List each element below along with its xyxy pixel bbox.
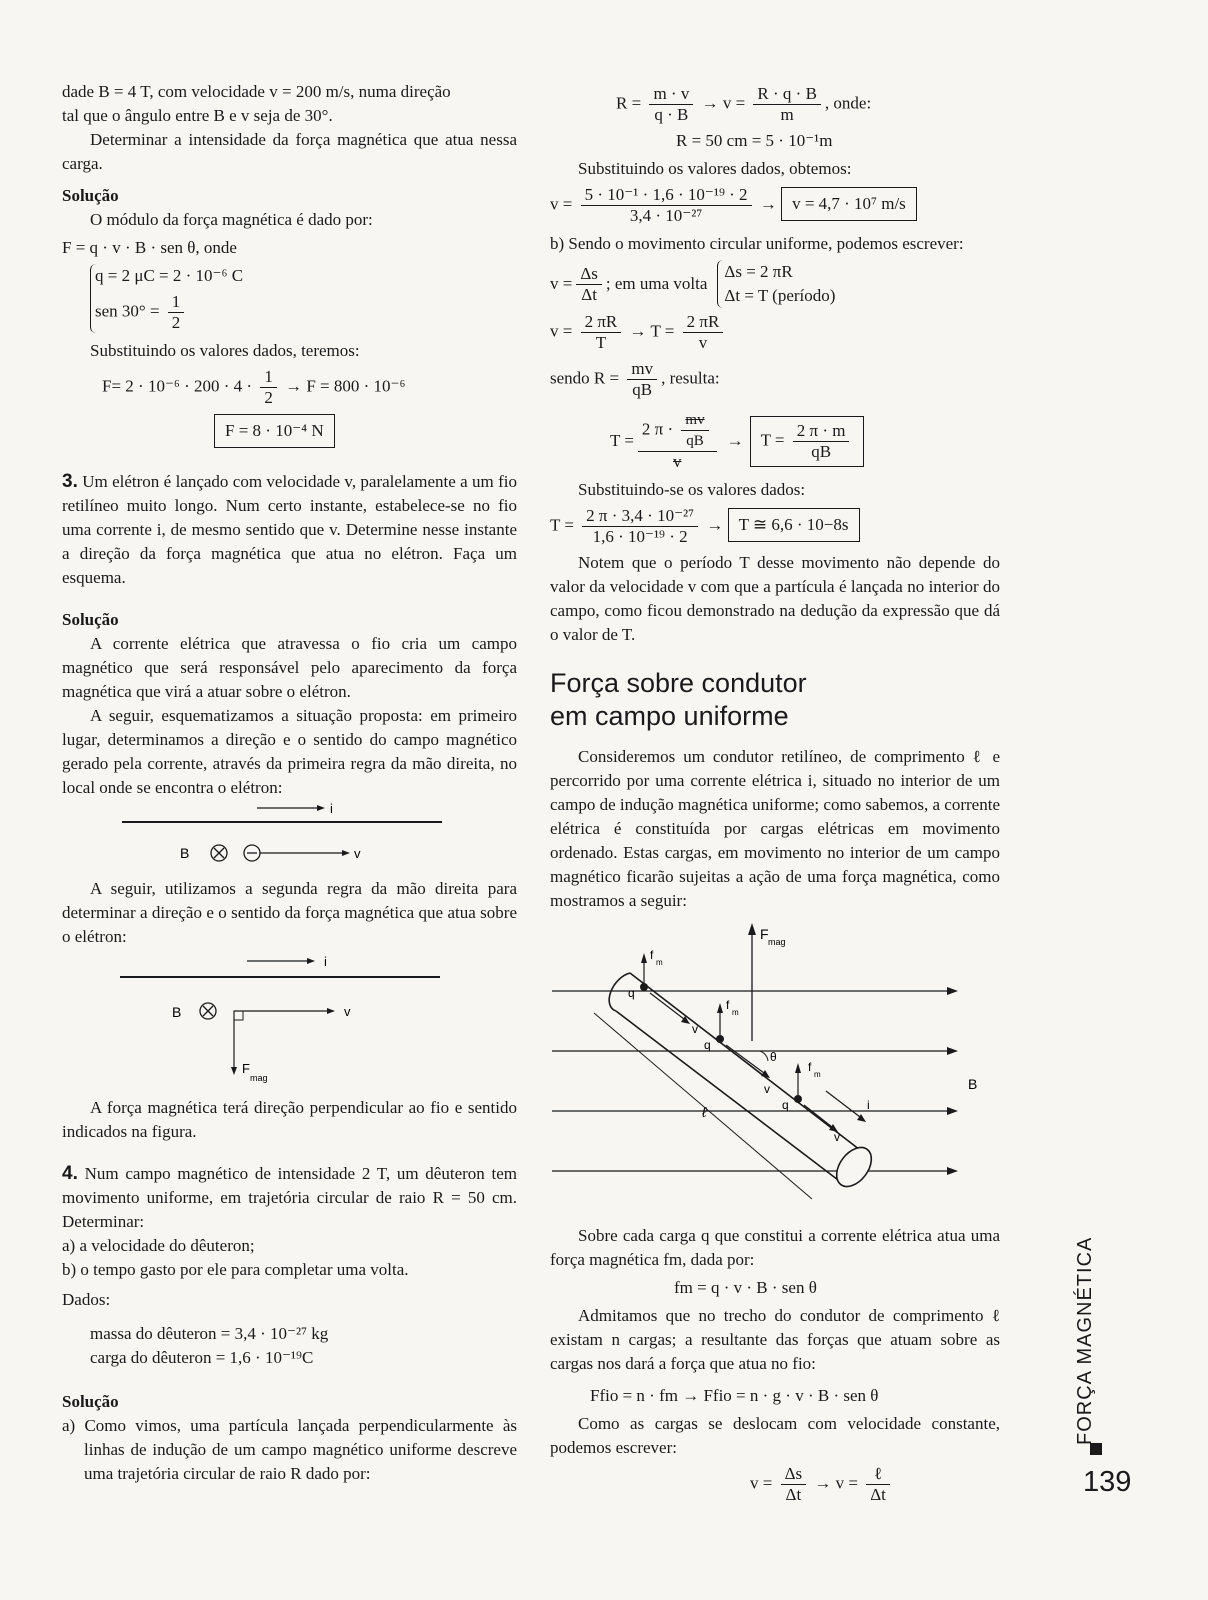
current-label: i — [324, 954, 327, 969]
velocity-label: v — [692, 1022, 698, 1036]
arrow: → — [706, 515, 724, 535]
angle-arc — [760, 1051, 768, 1061]
two-pi: 2 π · — [641, 419, 674, 439]
result-box-period-formula — [750, 416, 865, 467]
substitution-equation — [102, 367, 517, 408]
deuteron-mass: massa do dêuteron = 3,4 · 10⁻²⁷ kg — [90, 1324, 329, 1343]
current-arrow — [826, 1091, 860, 1117]
delta-t-value: Δt = T (período) — [724, 286, 836, 305]
current-label: i — [867, 1098, 870, 1112]
result-box-force: F = 8 · 10⁻⁴ N — [214, 414, 335, 448]
charge-force-label: f — [808, 1060, 812, 1074]
frac-den: Δt — [785, 1485, 802, 1504]
question-number: 4. — [62, 1163, 78, 1184]
arrow-v: → v = — [814, 1473, 858, 1493]
arrow-v: → v = — [701, 93, 746, 113]
frac-num: 2 π · 3,4 · 10⁻²⁷ — [582, 506, 698, 527]
velocity-equation — [550, 185, 1000, 226]
frac-num: 2 πR — [581, 312, 622, 333]
frac-den: Δt — [581, 284, 597, 304]
sendo-equation — [550, 359, 1000, 400]
frac-den: Δt — [870, 1485, 886, 1504]
intro-task: Determinar a intensidade da força magnética que atua nessa carga. — [62, 130, 517, 173]
velocity-label: v — [344, 1004, 351, 1019]
fraction-l-dt — [866, 1464, 890, 1505]
fraction-one-half-2 — [260, 367, 277, 408]
substitution-text-3: Substituindo-se os valores dados: — [578, 480, 806, 499]
arrow-T: → T = — [629, 321, 675, 341]
velocity-period-equation — [550, 312, 1000, 353]
frac-num: mv — [627, 359, 657, 380]
charge-value: q = 2 μC = 2 · 10⁻⁶ C — [95, 266, 244, 285]
solution-3-heading: Solução — [62, 610, 119, 629]
charge-force-equation: fm = q · v · B · sen θ — [674, 1278, 817, 1297]
force-subscript: mag — [250, 1073, 268, 1083]
frac-den: 2 — [264, 388, 273, 407]
wire-force-equation: Ffio = n · fm → Ffio = n · g · v · B · sen θ — [590, 1386, 879, 1405]
frac-den: T — [595, 333, 607, 352]
charge-force-subscript: m — [732, 1008, 739, 1017]
section-title-line-1: Força sobre condutor — [550, 668, 807, 698]
current-arrowhead — [317, 805, 325, 811]
fraction-mv-qB — [649, 84, 693, 125]
solution-3-p1: A corrente elétrica que atravessa o fio cria um campo magnético que será responsável pelo aparecimento da força magnética que virá a atuar sobre o elétron. — [62, 634, 517, 701]
consider-paragraph: Consideremos um condutor retilíneo, de comprimento ℓ e percorrido por uma corrente elétrica i, situado no interior de um campo de indução magnética uniforme; como sabemos, a corrente elétrica é constituída por cargas elétricas em movimento ordenado. Estas cargas, em movimento no interior de um campo magnético ficarão sujeitas a ação de uma força magnética, como mostramos a seguir: — [550, 747, 1000, 910]
charge-label: q — [628, 986, 635, 1000]
eq-lhs: v = — [550, 194, 573, 214]
conductor-edge-bottom — [616, 1011, 842, 1183]
force-equation: F = q · v · B · sen θ, onde — [62, 238, 237, 257]
period-value-fraction — [582, 506, 698, 547]
eq-lhs: v = — [550, 274, 573, 293]
fraction-mv-qB-2 — [627, 359, 657, 400]
frac-num: 2 πR — [683, 312, 724, 333]
eq-lhs: R = — [616, 93, 642, 113]
charge-velocity-arrow — [726, 1045, 764, 1073]
solution-text: O módulo da força magnética é dado por: — [90, 210, 373, 229]
question-4-b: b) o tempo gasto por ele para completar uma volta. — [62, 1260, 409, 1279]
fraction-ds-dt — [576, 264, 602, 305]
part-b-text: b) Sendo o movimento circular uniforme, podemos escrever: — [550, 234, 964, 253]
frac-num: m · v — [649, 84, 693, 105]
charge-force-subscript: m — [814, 1070, 821, 1079]
sobre-paragraph: Sobre cada carga q que constitui a corrente elétrica atua uma força magnética fm, dada por: — [550, 1226, 1000, 1269]
arrow: → — [759, 194, 777, 214]
resulta-text: , resulta: — [661, 368, 720, 388]
period-derivation — [610, 410, 1000, 472]
frac-den: qB — [632, 380, 653, 399]
fraction-2piR-T — [581, 312, 622, 353]
sendo-text: sendo R = — [550, 368, 620, 388]
force-direction-diagram — [62, 949, 517, 1089]
period-relations — [550, 260, 1000, 308]
frac-den: 1,6 · 10⁻¹⁹ · 2 — [592, 527, 688, 546]
charge-force-subscript: m — [656, 958, 663, 967]
question-4-a: a) a velocidade do dêuteron; — [62, 1236, 255, 1255]
given-values-brace — [90, 264, 517, 333]
section-title — [550, 667, 1000, 733]
length-label: ℓ — [702, 1104, 707, 1120]
force-label: F — [242, 1061, 250, 1076]
inner-num: mv — [681, 410, 708, 431]
fraction-2piR-v — [683, 312, 724, 353]
velocity-label: v — [764, 1082, 770, 1096]
total-force-label: F — [760, 926, 769, 942]
velocity-label: v — [834, 1130, 840, 1144]
como-paragraph: Como as cargas se deslocam com velocidade constante, podemos escrever: — [550, 1414, 1000, 1457]
radius-value: R = 50 cm = 5 · 10⁻¹m — [676, 131, 833, 150]
frac-num: Δs — [576, 264, 602, 285]
final-velocity-equation — [750, 1464, 1000, 1505]
velocity-label: v — [354, 846, 361, 861]
frac-num: 5 · 10⁻¹ · 1,6 · 10⁻¹⁹ · 2 — [581, 185, 752, 206]
field-label: B — [968, 1076, 978, 1092]
intro-line-1: dade B = 4 T, com velocidade v = 200 m/s, numa direção — [62, 82, 451, 101]
em-uma-volta: ; em uma volta — [605, 274, 708, 293]
total-force-subscript: mag — [768, 937, 786, 947]
fraction-RqB-m — [753, 84, 821, 125]
delta-s-value: Δs = 2 πR — [724, 262, 793, 281]
intro-line-2: tal que o ângulo entre B e v seja de 30°. — [62, 106, 333, 125]
chapter-side-label: FORÇA MAGNÉTICA — [1074, 1236, 1096, 1445]
solution-3-p4: A força magnética terá direção perpendicular ao fio e sentido indicados na figura. — [62, 1098, 517, 1141]
eq-lhs: T = — [610, 431, 634, 450]
charge-label: q — [704, 1038, 711, 1052]
solution-heading: Solução — [62, 186, 119, 205]
charge-force-label: f — [650, 948, 654, 962]
question-4 — [62, 1162, 517, 1234]
conductor-diagram — [542, 921, 992, 1211]
field-label: B — [172, 1004, 182, 1020]
charge-force-label: f — [726, 998, 730, 1012]
substitution-text: Substituindo os valores dados, teremos: — [90, 341, 360, 360]
frac-num — [638, 410, 717, 452]
data-label: Dados: — [62, 1290, 111, 1309]
conductor-end — [830, 1141, 879, 1193]
substitution-text-2: Substituindo os valores dados, obtemos: — [578, 159, 852, 178]
frac-den: qB — [811, 441, 832, 461]
page-number: 139 — [1083, 1466, 1132, 1498]
solution-4-a: a) Como vimos, uma partícula lançada perpendicularmente às linhas de indução de um campo magnético uniforme descreve uma trajetória circular de raio R dado por: — [62, 1416, 517, 1483]
eq-lhs: T = — [550, 515, 574, 535]
right-angle-mark — [234, 1011, 243, 1020]
fraction-ds-dt-2 — [781, 1464, 807, 1505]
result-box-velocity: v = 4,7 · 10⁷ m/s — [781, 187, 917, 221]
eq-lhs: v = — [550, 321, 573, 341]
deuteron-charge: carga do dêuteron = 1,6 · 10⁻¹⁹C — [90, 1348, 314, 1367]
frac-num: ℓ — [866, 1464, 890, 1485]
question-3 — [62, 470, 517, 590]
sine-lhs: sen 30° = — [95, 301, 160, 321]
frac-den: v — [673, 452, 682, 471]
frac-num: R · q · B — [753, 84, 821, 105]
solution-4-heading: Solução — [62, 1392, 119, 1411]
frac-num: 2 π · m — [793, 421, 850, 442]
current-label: i — [330, 801, 333, 816]
field-label: B — [180, 845, 190, 861]
frac-den: m — [780, 105, 794, 124]
subst-lhs: F= 2 · 10⁻⁶ · 200 · 4 · — [102, 376, 253, 396]
charge-label: q — [782, 1098, 789, 1112]
period-fraction — [793, 421, 850, 462]
onde-text: , onde: — [824, 93, 872, 113]
charge-velocity-arrow — [804, 1105, 832, 1127]
question-text: Num campo magnético de intensidade 2 T, um dêuteron tem movimento uniforme, em trajetória circular de raio R = 50 cm. Determinar: — [62, 1164, 518, 1231]
frac-num: 1 — [260, 367, 277, 388]
admitamos-paragraph: Admitamos que no trecho do condutor de comprimento ℓ existam n cargas; a resultante das forças que atuam sobre as cargas nos dará a força que atua no fio: — [550, 1306, 1000, 1373]
eq-lhs: v = — [750, 1473, 773, 1493]
wire-field-diagram — [62, 800, 517, 870]
frac-num: 1 — [168, 292, 185, 313]
brace-group — [717, 260, 835, 308]
sine-value — [95, 292, 517, 333]
section-title-line-2: em campo uniforme — [550, 701, 789, 731]
charge-velocity-arrow — [650, 993, 684, 1019]
solution-3-p3: A seguir, utilizamos a segunda regra da mão direita para determinar a direção e o sentido da força magnética que atua sobre o elétron: — [62, 879, 517, 946]
conductor-edge-top — [630, 973, 864, 1153]
fraction-derivation — [638, 410, 717, 472]
frac-num: Δs — [781, 1464, 807, 1485]
subst-rhs: → F = 800 · 10⁻⁶ — [285, 376, 406, 396]
inner-den: qB — [686, 433, 704, 449]
frac-den: v — [698, 333, 708, 352]
angle-label: θ — [770, 1050, 777, 1064]
right-column — [550, 80, 1000, 1509]
solution-3-p2: A seguir, esquematizamos a situação proposta: em primeiro lugar, determinamos a direção e o sentido do campo magnético gerado pela corrente, através da primeira regra da mão direita, no local onde se encontra o elétron: — [62, 706, 517, 797]
radius-equation — [616, 84, 1000, 125]
left-column — [62, 80, 517, 1486]
period-value-equation — [550, 506, 1000, 547]
frac-den: q · B — [654, 105, 689, 124]
velocity-fraction — [581, 185, 752, 226]
eq-lhs: T = — [760, 429, 785, 449]
notem-paragraph: Notem que o período T desse movimento não depende do valor da velocidade v com que a partícula é lançada no interior do campo, como ficou demonstrado na dedução da expressão que dá o valor de T. — [550, 553, 1000, 644]
result-box-period: T ≅ 6,6 · 10−8s — [728, 508, 860, 542]
inner-fraction — [681, 410, 708, 451]
question-text: Um elétron é lançado com velocidade v, paralelamente a um fio retilíneo muito longo. Num certo instante, estabelece-se no fio uma corrente i, de mesmo sentido que v. Determine nesse instante a direção da força magnética que atua no elétron. Faça um esquema. — [62, 472, 518, 587]
question-number: 3. — [62, 471, 78, 492]
frac-den: 2 — [171, 313, 181, 332]
fraction-one-half — [168, 292, 185, 333]
arrow: → — [726, 431, 744, 450]
frac-den: 3,4 · 10⁻²⁷ — [629, 206, 703, 225]
